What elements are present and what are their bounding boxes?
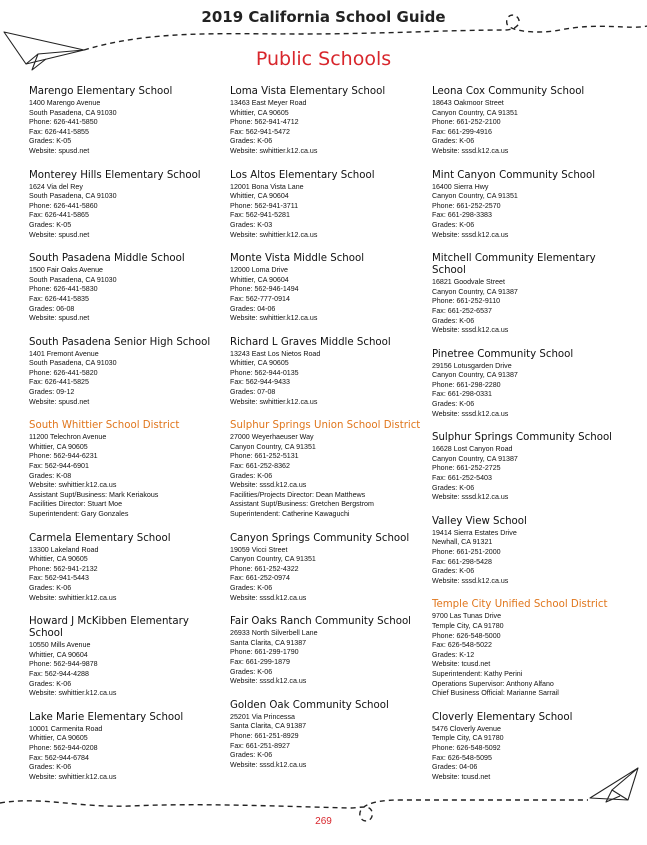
- website-line: Website: swhittier.k12.ca.us: [29, 772, 117, 781]
- city-line: Whittier, CA 90604: [230, 192, 289, 201]
- website-line: Website: spusd.net: [29, 314, 90, 323]
- district-entry: [432, 599, 627, 698]
- school-entry: [29, 533, 224, 604]
- grades-line: Grades: 06-08: [29, 304, 75, 313]
- phone-line: Phone: 626-441-5820: [29, 368, 98, 377]
- district-name: Sulphur Springs Union School District: [230, 420, 421, 432]
- grades-line: Grades: K-06: [432, 137, 475, 146]
- city-line: Canyon Country, CA 91351: [230, 442, 316, 451]
- address-line: 19414 Sierra Estates Drive: [432, 528, 517, 537]
- fax-line: Fax: 562-941-5443: [29, 574, 89, 583]
- website-line: Website: swhittier.k12.ca.us: [29, 689, 117, 698]
- city-line: Whittier, CA 90605: [230, 359, 289, 368]
- website-line: Website: sssd.k12.ca.us: [432, 409, 509, 418]
- city-line: Canyon Country, CA 91387: [432, 287, 518, 296]
- phone-line: Phone: 562-944-9878: [29, 660, 98, 669]
- city-line: Canyon Country, CA 91351: [432, 108, 518, 117]
- fax-line: Fax: 661-298-3383: [432, 211, 492, 220]
- fax-line: Fax: 626-548-5095: [432, 753, 492, 762]
- city-line: South Pasadena, CA 91030: [29, 275, 117, 284]
- fax-line: Fax: 661-299-1879: [230, 657, 290, 666]
- staff-line: Facilities/Projects Director: Dean Matthews: [230, 490, 366, 499]
- website-line: Website: swhittier.k12.ca.us: [29, 593, 117, 602]
- address-line: 13243 East Los Nietos Road: [230, 349, 321, 358]
- address-line: 19059 Vicci Street: [230, 545, 288, 554]
- school-name: Pinetree Community School: [432, 348, 574, 360]
- phone-line: Phone: 661-252-5131: [230, 452, 299, 461]
- grades-line: Grades: K-06: [432, 567, 475, 576]
- fax-line: Fax: 626-441-5835: [29, 294, 89, 303]
- phone-line: Phone: 661-298-2280: [432, 380, 501, 389]
- fax-line: Fax: 626-548-5022: [432, 641, 492, 650]
- grades-line: Grades: K-08: [29, 471, 72, 480]
- website-line: Website: swhittier.k12.ca.us: [230, 230, 318, 239]
- grades-line: Grades: K-06: [230, 751, 273, 760]
- website-line: Website: spusd.net: [29, 397, 90, 406]
- website-line: Website: sssd.k12.ca.us: [230, 677, 307, 686]
- address-line: 1500 Fair Oaks Avenue: [29, 266, 104, 275]
- website-line: Website: sssd.k12.ca.us: [432, 326, 509, 335]
- phone-line: Phone: 626-441-5860: [29, 201, 98, 210]
- staff-line: Superintendent: Kathy Perini: [432, 669, 523, 678]
- grades-line: Grades: K-03: [230, 220, 273, 229]
- school-name: Howard J McKibben Elementary School: [29, 616, 189, 640]
- staff-line: Chief Business Official: Marianne Sarrail: [432, 689, 559, 698]
- grades-line: Grades: K-06: [230, 137, 273, 146]
- grades-line: Grades: K-06: [230, 583, 273, 592]
- district-entry: [230, 420, 425, 519]
- phone-line: Phone: 562-941-3711: [230, 201, 299, 210]
- school-name: Lake Marie Elementary School: [29, 711, 184, 723]
- phone-line: Phone: 661-299-1790: [230, 648, 299, 657]
- school-name: Carmela Elementary School: [29, 532, 171, 544]
- address-line: 13300 Lakeland Road: [29, 545, 99, 554]
- address-line: 16400 Sierra Hwy: [432, 182, 489, 191]
- city-line: Whittier, CA 90605: [29, 442, 88, 451]
- school-entry: [230, 533, 425, 604]
- school-name: Cloverly Elementary School: [432, 711, 573, 723]
- school-entry: [230, 700, 425, 771]
- phone-line: Phone: 661-252-4322: [230, 564, 299, 573]
- school-name: Marengo Elementary School: [29, 86, 173, 97]
- grades-line: Grades: K-06: [230, 667, 273, 676]
- address-line: 27000 Weyerhaeuser Way: [230, 433, 314, 442]
- district-name: South Whittier School District: [29, 420, 180, 432]
- website-line: Website: sssd.k12.ca.us: [230, 593, 307, 602]
- fax-line: Fax: 562-944-6901: [29, 462, 89, 471]
- fax-line: Fax: 562-777-0914: [230, 294, 290, 303]
- fax-line: Fax: 661-299-4916: [432, 127, 492, 136]
- phone-line: Phone: 661-252-2725: [432, 464, 501, 473]
- grades-line: Grades: K-12: [432, 650, 475, 659]
- address-line: 12000 Loma Drive: [230, 266, 288, 275]
- address-line: 16821 Goodvale Street: [432, 278, 505, 287]
- phone-line: Phone: 626-441-5830: [29, 285, 98, 294]
- city-line: South Pasadena, CA 91030: [29, 108, 117, 117]
- address-line: 25201 Via Princessa: [230, 712, 295, 721]
- city-line: Santa Clarita, CA 91387: [230, 722, 307, 731]
- school-name: Monte Vista Middle School: [230, 253, 365, 265]
- staff-line: Operations Supervisor: Anthony Alfano: [432, 679, 554, 688]
- phone-line: Phone: 562-946-1494: [230, 285, 299, 294]
- school-name: Los Altos Elementary School: [230, 169, 375, 181]
- website-line: Website: swhittier.k12.ca.us: [230, 397, 318, 406]
- website-line: Website: sssd.k12.ca.us: [230, 481, 307, 490]
- grades-line: Grades: K-06: [432, 483, 475, 492]
- school-entry: [432, 86, 627, 157]
- school-name: Canyon Springs Community School: [230, 532, 410, 544]
- website-line: Website: sssd.k12.ca.us: [230, 760, 307, 769]
- school-entry: [29, 86, 224, 157]
- grades-line: Grades: 09-12: [29, 388, 75, 397]
- fax-line: Fax: 661-252-0974: [230, 574, 290, 583]
- address-line: 9700 Las Tunas Drive: [432, 612, 502, 621]
- staff-line: Assistant Supt/Business: Gretchen Bergstrom: [230, 500, 374, 509]
- grades-line: Grades: K-05: [29, 137, 72, 146]
- fax-line: Fax: 562-944-6784: [29, 753, 89, 762]
- fax-line: Fax: 626-441-5865: [29, 211, 89, 220]
- city-line: Santa Clarita, CA 91387: [230, 638, 307, 647]
- website-line: Website: spusd.net: [29, 146, 90, 155]
- website-line: Website: sssd.k12.ca.us: [432, 230, 509, 239]
- school-name: Loma Vista Elementary School: [230, 86, 386, 97]
- fax-line: Fax: 562-941-5472: [230, 127, 290, 136]
- city-line: Canyon Country, CA 91351: [432, 192, 518, 201]
- address-line: 29156 Lotusgarden Drive: [432, 361, 512, 370]
- fax-line: Fax: 661-252-8362: [230, 462, 290, 471]
- school-entry: [230, 616, 425, 687]
- address-line: 1400 Marengo Avenue: [29, 99, 101, 107]
- address-line: 12001 Bona Vista Lane: [230, 182, 304, 191]
- school-column-1: [29, 86, 224, 795]
- school-entry: [29, 253, 224, 324]
- school-name: Richard L Graves Middle School: [230, 336, 391, 348]
- school-entry: [230, 86, 425, 157]
- fax-line: Fax: 562-944-4288: [29, 669, 89, 678]
- guide-title: 2019 California School Guide: [201, 8, 446, 26]
- school-entry: [432, 516, 627, 587]
- grades-line: Grades: 07-08: [230, 388, 276, 397]
- grades-line: Grades: K-06: [29, 679, 72, 688]
- website-line: Website: tcusd.net: [432, 660, 491, 669]
- grades-line: Grades: K-06: [432, 400, 475, 409]
- school-entry: [230, 170, 425, 241]
- website-line: Website: swhittier.k12.ca.us: [230, 314, 318, 323]
- school-entry: [432, 712, 627, 783]
- website-line: Website: spusd.net: [29, 230, 90, 239]
- phone-line: Phone: 661-252-9110: [432, 297, 501, 306]
- phone-line: Phone: 562-944-6231: [29, 452, 98, 461]
- staff-line: Assistant Supt/Business: Mark Keriakous: [29, 490, 159, 499]
- fax-line: Fax: 626-441-5855: [29, 127, 89, 136]
- phone-line: Phone: 562-941-2132: [29, 564, 98, 573]
- school-name: Valley View School: [432, 515, 527, 527]
- school-name: Mitchell Community Elementary School: [432, 253, 596, 277]
- address-line: 11200 Telechron Avenue: [29, 433, 107, 442]
- school-name: Monterey Hills Elementary School: [29, 169, 201, 181]
- fax-line: Fax: 661-252-6537: [432, 306, 492, 315]
- staff-line: Superintendent: Catherine Kawaguchi: [230, 510, 350, 518]
- fax-line: Fax: 562-944-9433: [230, 378, 290, 387]
- school-entry: [29, 712, 224, 783]
- grades-line: Grades: K-06: [29, 583, 72, 592]
- fax-line: Fax: 626-441-5825: [29, 378, 89, 387]
- phone-line: Phone: 661-252-2100: [432, 118, 501, 127]
- website-line: Website: sssd.k12.ca.us: [432, 576, 509, 585]
- school-entry: [432, 170, 627, 241]
- city-line: Whittier, CA 90605: [29, 734, 88, 743]
- website-line: Website: swhittier.k12.ca.us: [230, 146, 318, 155]
- school-entry: [230, 337, 425, 408]
- school-name: Leona Cox Community School: [432, 86, 585, 97]
- school-name: Fair Oaks Ranch Community School: [230, 616, 412, 628]
- school-entry: [432, 432, 627, 503]
- school-name: South Pasadena Senior High School: [29, 336, 211, 348]
- address-line: 13463 East Meyer Road: [230, 99, 307, 107]
- fax-line: Fax: 562-941-5281: [230, 211, 290, 220]
- address-line: 10001 Carmenita Road: [29, 724, 103, 733]
- grades-line: Grades: K-05: [29, 220, 72, 229]
- phone-line: Phone: 562-944-0208: [29, 743, 98, 752]
- address-line: 16628 Lost Canyon Road: [432, 445, 513, 454]
- website-line: Website: sssd.k12.ca.us: [432, 146, 509, 155]
- fax-line: Fax: 661-252-5403: [432, 474, 492, 483]
- address-line: 18643 Oakmoor Street: [432, 99, 504, 107]
- school-name: Golden Oak Community School: [230, 699, 389, 711]
- city-line: South Pasadena, CA 91030: [29, 192, 117, 201]
- city-line: Canyon Country, CA 91387: [432, 454, 518, 463]
- school-entry: [432, 253, 627, 336]
- grades-line: Grades: K-06: [432, 220, 475, 229]
- city-line: Whittier, CA 90604: [29, 650, 88, 659]
- phone-line: Phone: 626-548-5000: [432, 631, 501, 640]
- grades-line: Grades: 04-06: [230, 304, 276, 313]
- website-line: Website: tcusd.net: [432, 772, 491, 781]
- phone-line: Phone: 626-441-5850: [29, 118, 98, 127]
- city-line: Whittier, CA 90605: [29, 555, 88, 564]
- city-line: Canyon Country, CA 91387: [432, 371, 518, 380]
- address-line: 1624 Via del Rey: [29, 182, 83, 191]
- phone-line: Phone: 661-252-2570: [432, 201, 501, 210]
- city-line: Newhall, CA 91321: [432, 538, 493, 547]
- grades-line: Grades: 04-06: [432, 763, 478, 772]
- address-line: 5476 Cloverly Avenue: [432, 724, 501, 733]
- website-line: Website: sssd.k12.ca.us: [432, 493, 509, 502]
- city-line: South Pasadena, CA 91030: [29, 359, 117, 368]
- address-line: 26933 North Silverbell Lane: [230, 629, 318, 638]
- address-line: 1401 Fremont Avenue: [29, 349, 99, 358]
- school-entry: [230, 253, 425, 324]
- school-name: Sulphur Springs Community School: [432, 432, 613, 444]
- page-title: Public Schools: [255, 48, 392, 70]
- grades-line: Grades: K-06: [432, 316, 475, 325]
- address-line: 10550 Mills Avenue: [29, 641, 91, 650]
- school-entry: [432, 349, 627, 420]
- grades-line: Grades: K-06: [230, 471, 273, 480]
- fax-line: Fax: 661-251-8927: [230, 741, 290, 750]
- phone-line: Phone: 661-251-2000: [432, 548, 501, 556]
- city-line: Canyon Country, CA 91351: [230, 555, 316, 564]
- grades-line: Grades: K-06: [29, 763, 72, 772]
- city-line: Temple City, CA 91780: [432, 734, 504, 743]
- district-name: Temple City Unified School District: [432, 599, 608, 611]
- school-entry: [29, 170, 224, 241]
- school-entry: [29, 337, 224, 408]
- school-name: Mint Canyon Community School: [432, 169, 596, 181]
- school-entry: [29, 616, 224, 699]
- city-line: Whittier, CA 90604: [230, 275, 289, 284]
- fax-line: Fax: 661-298-5428: [432, 557, 492, 566]
- phone-line: Phone: 562-944-0135: [230, 368, 299, 377]
- phone-line: Phone: 626-548-5092: [432, 743, 501, 752]
- school-column-2: [230, 86, 425, 783]
- phone-line: Phone: 562-941-4712: [230, 118, 299, 127]
- district-entry: [29, 420, 224, 519]
- page-number: 269: [315, 816, 332, 827]
- staff-line: Facilities Director: Stuart Moe: [29, 500, 123, 509]
- fax-line: Fax: 661-298-0331: [432, 390, 492, 399]
- school-name: South Pasadena Middle School: [29, 253, 185, 265]
- website-line: Website: swhittier.k12.ca.us: [29, 481, 117, 490]
- staff-line: Superintendent: Gary Gonzales: [29, 510, 129, 518]
- city-line: Temple City, CA 91780: [432, 621, 504, 630]
- city-line: Whittier, CA 90605: [230, 108, 289, 117]
- school-column-3: [432, 86, 627, 795]
- phone-line: Phone: 661-251-8929: [230, 731, 299, 740]
